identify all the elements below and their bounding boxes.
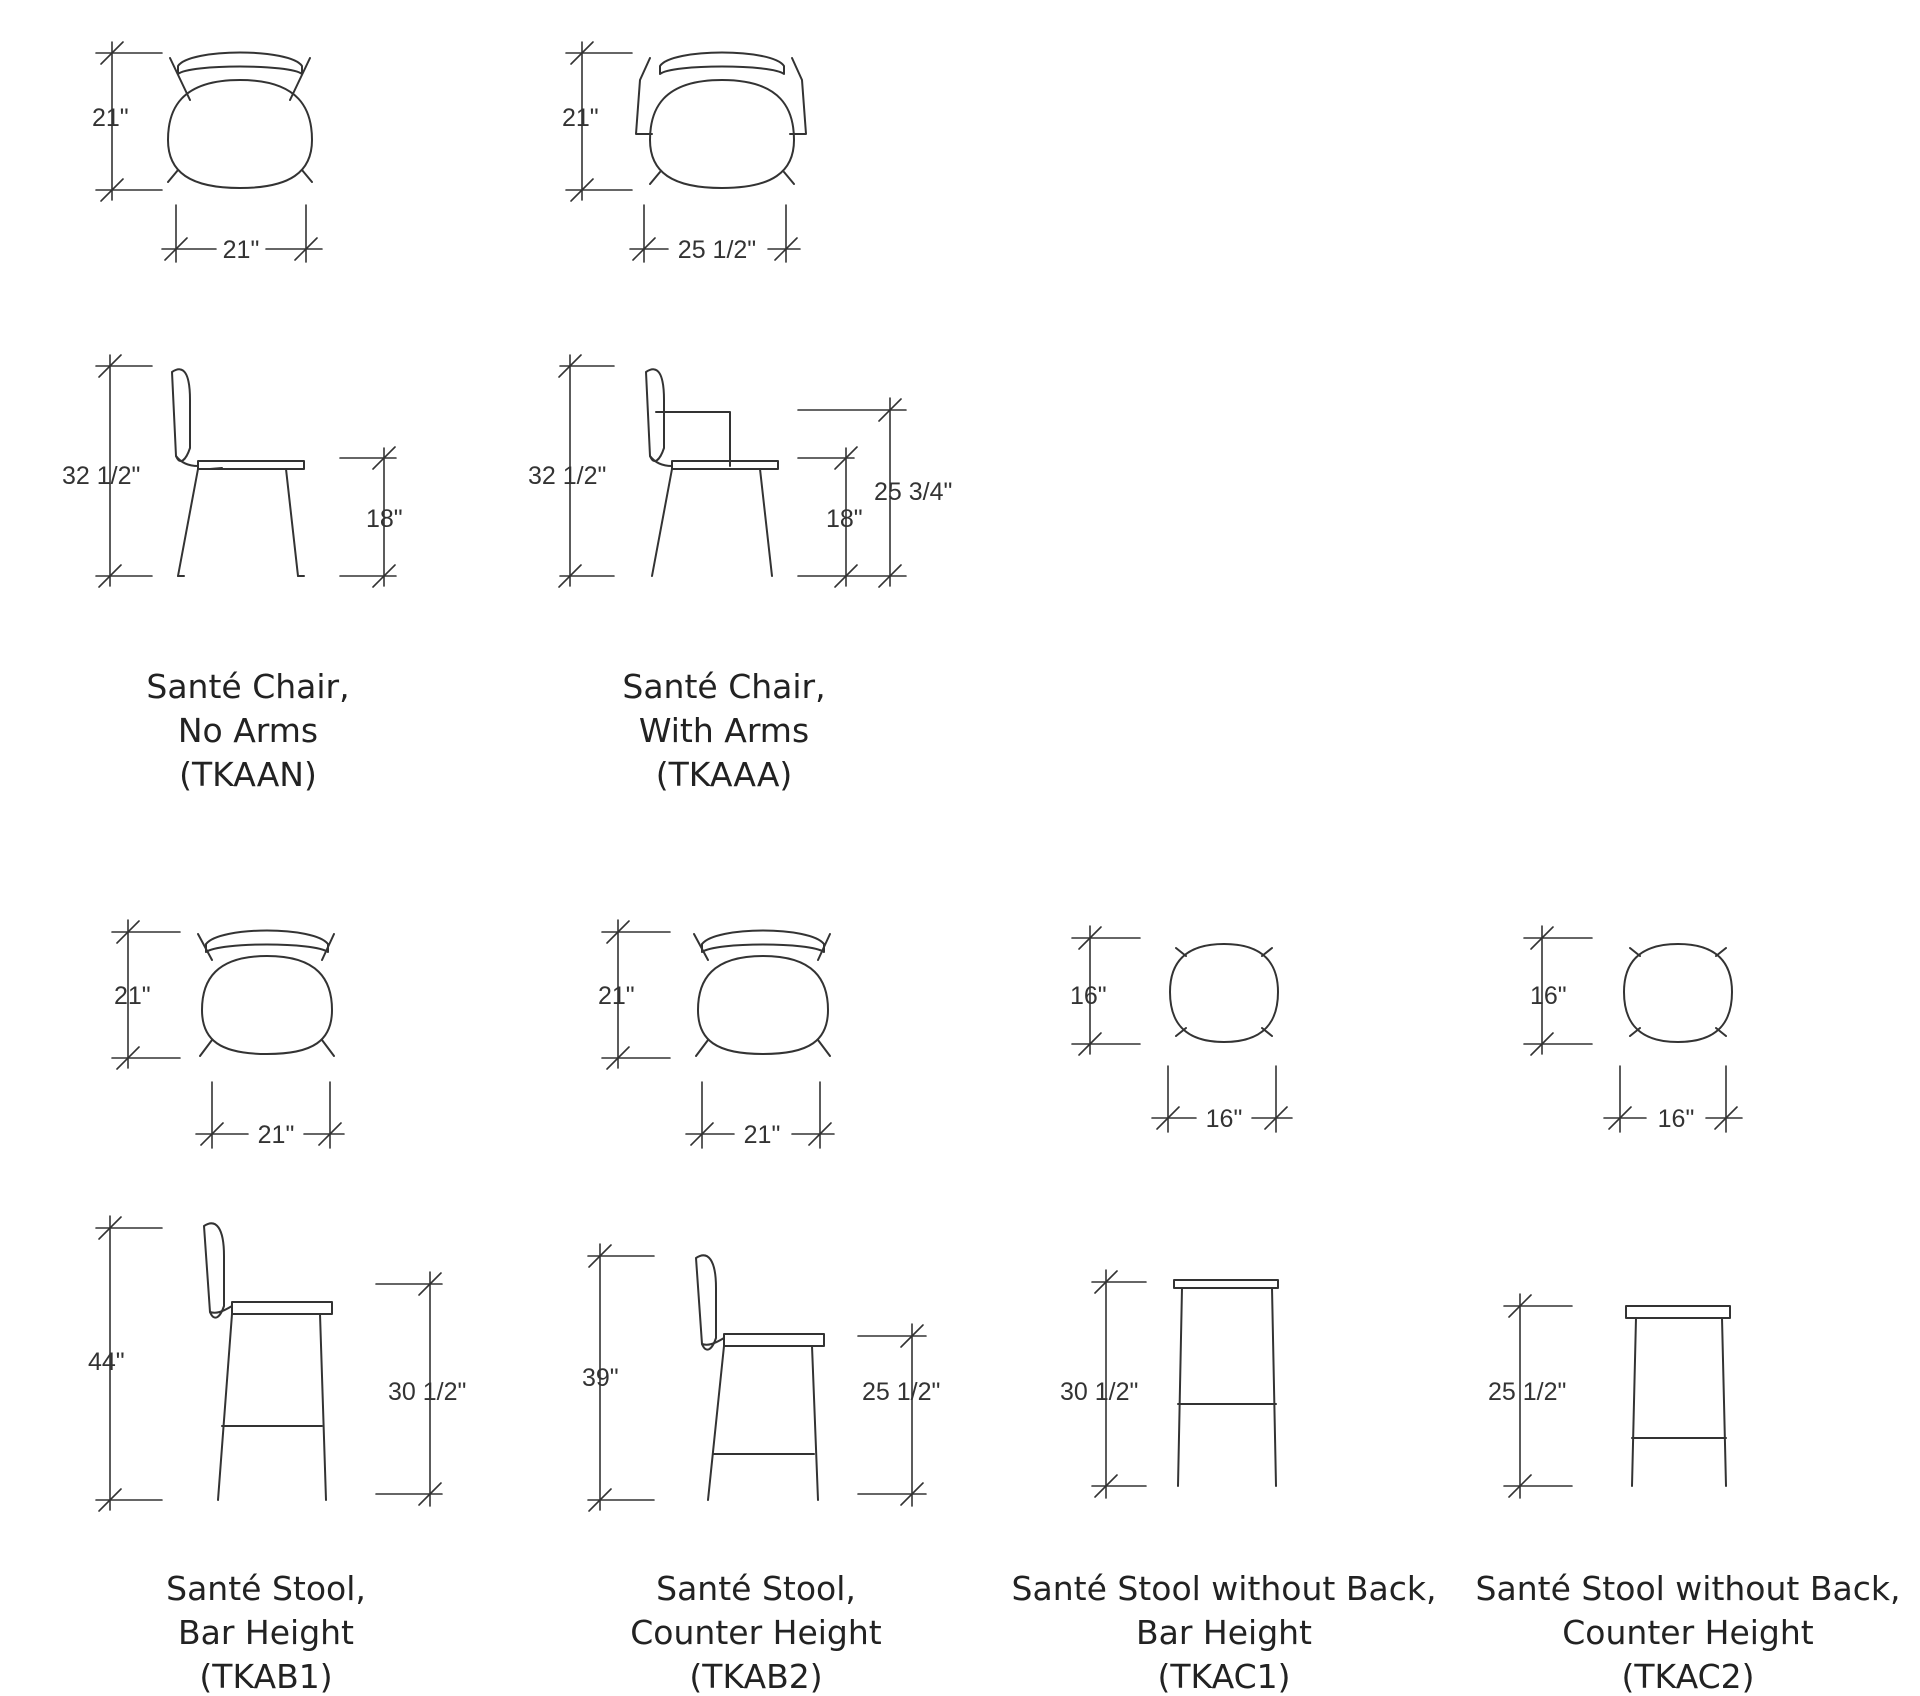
plan-depth-label: 16" (1530, 982, 1567, 1010)
product-name-line2: Counter Height (630, 1613, 882, 1652)
seat-height-label: 18" (826, 505, 863, 533)
product-caption (1476, 1569, 1901, 1696)
product-name-line1: Santé Stool, (656, 1569, 856, 1608)
product-name-line1: Santé Stool without Back, (1011, 1569, 1437, 1608)
overall-height-label: 39" (582, 1364, 619, 1392)
chair-no-arms-plan-view (96, 42, 322, 262)
product-caption (630, 1569, 882, 1696)
plan-width-label: 16" (1657, 1105, 1695, 1133)
product-code: (TKAC2) (1621, 1657, 1755, 1696)
product-code: (TKAAA) (655, 755, 793, 794)
plan-depth-label: 16" (1070, 982, 1107, 1010)
overall-height-label: 44" (88, 1348, 125, 1376)
product-name-line2: Bar Height (177, 1613, 355, 1652)
seat-height-label: 25 1/2" (862, 1378, 941, 1406)
backless-stool-bar-plan-view (1072, 926, 1292, 1132)
plan-width-label: 21" (743, 1121, 781, 1149)
plan-depth-label: 21" (114, 982, 151, 1010)
seat-height-label: 30 1/2" (388, 1378, 467, 1406)
backless-stool-counter-plan-view (1524, 926, 1742, 1132)
product-code: (TKAC1) (1157, 1657, 1291, 1696)
product-name-line2: No Arms (177, 711, 319, 750)
product-caption (146, 667, 349, 794)
product-name-line1: Santé Stool without Back, (1475, 1569, 1901, 1608)
seat-height-label: 25 1/2" (1488, 1378, 1567, 1406)
product-caption (622, 667, 825, 794)
overall-height-label: 32 1/2" (62, 462, 141, 490)
stool-bar-plan-view (112, 920, 344, 1148)
product-name-line1: Santé Stool, (166, 1569, 366, 1608)
plan-depth-label: 21" (562, 104, 599, 132)
overall-height-label: 32 1/2" (528, 462, 607, 490)
plan-depth-label: 21" (92, 104, 129, 132)
plan-width-label: 16" (1205, 1105, 1243, 1133)
product-name-line2: Counter Height (1562, 1613, 1814, 1652)
seat-height-label: 30 1/2" (1060, 1378, 1139, 1406)
plan-width-label: 21" (257, 1121, 295, 1149)
product-caption (166, 1569, 366, 1696)
plan-width-label: 25 1/2" (677, 236, 757, 264)
product-name-line1: Santé Chair, (146, 667, 350, 706)
product-name-line1: Santé Chair, (622, 667, 826, 706)
seat-height-label: 18" (366, 505, 403, 533)
plan-width-label: 21" (222, 236, 260, 264)
stool-bar-side-view (96, 1216, 442, 1511)
stool-counter-plan-view (602, 920, 834, 1148)
chair-no-arms-side-view (96, 355, 396, 587)
arm-height-label: 25 3/4" (874, 478, 953, 506)
product-code: (TKAB2) (689, 1657, 823, 1696)
product-name-line2: Bar Height (1135, 1613, 1313, 1652)
product-code: (TKAB1) (199, 1657, 333, 1696)
product-caption (1012, 1569, 1437, 1696)
product-name-line2: With Arms (638, 711, 810, 750)
plan-depth-label: 21" (598, 982, 635, 1010)
chair-with-arms-side-view (559, 355, 906, 587)
product-code: (TKAAN) (179, 755, 317, 794)
chair-with-arms-plan-view (566, 42, 806, 262)
